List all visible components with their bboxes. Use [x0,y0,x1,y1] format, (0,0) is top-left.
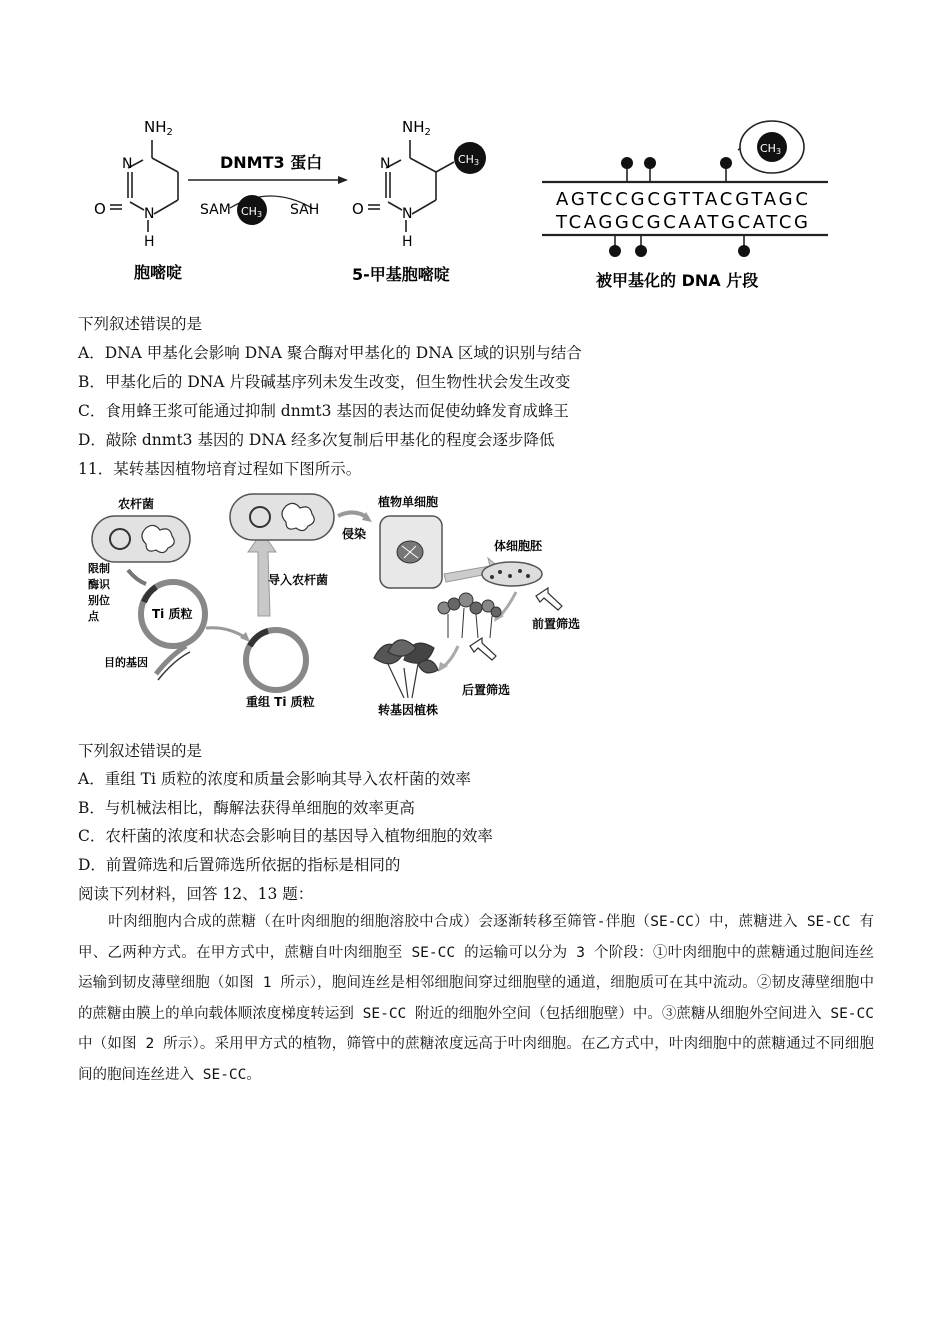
q10-stem: 下列叙述错误的是 [78,315,203,333]
q11-option-d: D．前置筛选和后置筛选所依据的指标是相同的 [78,856,401,874]
cytosine-o: O [94,200,106,218]
ch3-bubble-text: CH3 [760,142,782,156]
dnmt3-label: DNMT3 蛋白 [220,153,323,172]
q11-option-b: B．与机械法相比，酶解法获得单细胞的效率更高 [78,799,415,817]
ch3-methyl-text: CH3 [458,153,480,167]
single-cell-label: 植物单细胞 [378,495,439,509]
seedlings [438,593,501,638]
q11-title: 11．某转基因植物培育过程如下图所示。 [78,460,362,478]
methylcytosine-n1: N [402,206,413,222]
restriction-label-4: 点 [88,610,99,623]
transgenic-label: 转基因植株 [378,703,439,717]
q10-option-a: A．DNA 甲基化会影响 DNA 聚合酶对甲基化的 DNA 区域的识别与结合 [78,344,582,362]
cytosine-label: 胞嘧啶 [134,263,183,282]
reading-paragraph-text: 叶肉细胞内合成的蔗糖（在叶肉细胞的细胞溶胶中合成）会逐渐转移至筛管-伴胞（SE-CC）中，蔗糖进入 SE-CC 有甲、乙两种方式。在甲方式中，蔗糖自叶肉细胞至 SE-CC 的运输可以分为 3 个阶段：①叶肉细胞中的蔗糖通过胞间连丝运输到韧皮薄壁细胞（如图 1 所示），胞间连丝是相邻细胞间穿过细胞壁的通道，细胞质可在其中流动。②韧皮薄壁细胞中的蔗糖由膜上的单向载体顺浓度梯度转运到 SE-CC 附近的细胞外空间（包括细胞壁）中。③蔗糖从细胞外空间进入 SE-CC 中（如图 2 所示）。采用甲方式的植物，筛管中的蔗糖浓度远高于叶肉细胞。在乙方式中，叶肉细胞中的蔗糖通过不同细胞间的胞间连丝进入 SE-CC。 [78,914,874,1083]
recombinant-label: 重组 Ti 质粒 [246,695,315,709]
import-label: 导入农杆菌 [268,573,329,587]
dna-strand-bottom: TCAGGCGCAATGCATCG [556,212,808,233]
embryo-label: 体细胞胚 [494,539,543,553]
dna-fragment-caption: 被甲基化的 DNA 片段 [596,271,759,290]
agrobacterium-label: 农杆菌 [118,497,155,511]
sam-label: SAM [200,202,231,218]
ch3-sam-text: CH3 [241,205,263,219]
pre-screen-label: 前置筛选 [532,617,581,631]
methylcytosine-nh2: $NH_2$ [402,118,431,138]
restriction-label-1: 限制 [88,562,110,575]
cytosine-n3: N [122,156,133,172]
methylcytosine-label: 5-甲基胞嘧啶 [352,265,450,284]
petri-dish [482,562,542,586]
sah-label: SAH [290,202,320,218]
reading-intro: 阅读下列材料，回答 12、13 题： [78,885,314,903]
dna-strand-top: AGTCCGCGTTACGTAGC [556,189,808,210]
ti-plasmid-label: Ti 质粒 [152,607,193,621]
q11-option-a: A．重组 Ti 质粒的浓度和质量会影响其导入农杆菌的效率 [78,770,471,788]
cytosine-n1: N [144,206,155,222]
cytosine-h: H [144,234,155,250]
cytosine-nh2: $NH_2$ [144,118,173,138]
infect-label: 侵染 [342,527,367,541]
restriction-label-2: 酶识 [88,578,110,591]
agrobacterium-cell-1 [92,516,190,562]
target-gene-label: 目的基因 [104,656,148,669]
q11-option-c: C．农杆菌的浓度和状态会影响目的基因导入植物细胞的效率 [78,827,493,845]
restriction-label-3: 别位 [88,594,110,607]
q10-option-c: C．食用蜂王浆可能通过抑制 dnmt3 基因的表达而促使幼蜂发育成蜂王 [78,402,569,420]
methylcytosine-o: O [352,200,364,218]
transgenic-plant [374,640,438,698]
methylation-figure [80,110,860,300]
methylcytosine-n3: N [380,156,391,172]
q11-stem: 下列叙述错误的是 [78,742,203,760]
q10-option-d: D．敲除 dnmt3 基因的 DNA 经多次复制后甲基化的程度会逐步降低 [78,431,555,449]
reading-paragraph [78,907,874,1090]
transgenic-figure [78,488,618,720]
post-screen-label: 后置筛选 [462,683,511,697]
q10-option-b: B．甲基化后的 DNA 片段碱基序列未发生改变，但生物性状会发生改变 [78,373,571,391]
methylcytosine-h: H [402,234,413,250]
